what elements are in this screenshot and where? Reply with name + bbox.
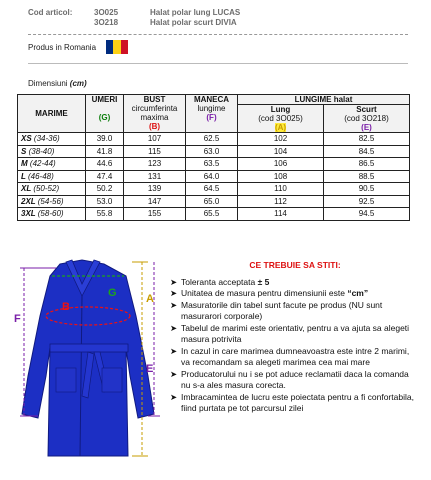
article-code: 3O025: [94, 8, 119, 17]
romania-flag-icon: [106, 40, 128, 54]
robe-diagram: [8, 256, 168, 476]
maneca-cell: 64.0: [186, 170, 238, 183]
col-umeri: UMERI (G): [86, 95, 124, 133]
size-row: [18, 208, 410, 221]
bust-cell: 123: [124, 158, 186, 171]
size-row: [18, 133, 410, 146]
origin-text: Produs in Romania: [28, 42, 97, 52]
origin-line: [28, 40, 128, 54]
maneca-cell: 62.5: [186, 133, 238, 146]
col-bust: BUST circumferinta maxima (B): [124, 95, 186, 133]
bust-cell: 131: [124, 170, 186, 183]
maneca-cell: 63.5: [186, 158, 238, 171]
bust-cell: 107: [124, 133, 186, 146]
maneca-cell: 64.5: [186, 183, 238, 196]
arrow-icon: ➤: [170, 368, 178, 379]
umeri-cell: 50.2: [86, 183, 124, 196]
bust-cell: 115: [124, 145, 186, 158]
maneca-cell: 63.0: [186, 145, 238, 158]
umeri-cell: 53.0: [86, 195, 124, 208]
arrow-icon: ➤: [170, 288, 178, 298]
section-divider: [28, 63, 408, 64]
size-cell: S (38-40): [18, 145, 86, 158]
note-item: ➤ Toleranta acceptata ± 5: [170, 276, 270, 287]
bust-cell: 139: [124, 183, 186, 196]
lung-cell: 106: [238, 158, 324, 171]
note-item: ➤ Masuratorile din tabel sunt facute pe produs (NU sunt masurarori corporale): [170, 299, 383, 321]
arrow-icon: ➤: [170, 322, 178, 333]
header-row: [28, 18, 408, 28]
umeri-cell: 39.0: [86, 133, 124, 146]
lung-cell: 102: [238, 133, 324, 146]
size-row: [18, 183, 410, 196]
size-cell: 3XL (58-60): [18, 208, 86, 221]
note-item: ➤ Producatorului nu i se pot aduce reclamatii daca la comanda nu s-a ales masura corecta.: [170, 368, 409, 390]
unit-value: “cm”: [347, 288, 369, 298]
scurt-cell: 92.5: [324, 195, 410, 208]
article-code-label: Cod articol:: [28, 8, 73, 17]
product-header: [28, 8, 408, 28]
umeri-cell: 55.8: [86, 208, 124, 221]
tolerance-value: ± 5: [257, 276, 270, 287]
size-row: [18, 195, 410, 208]
size-cell: XL (50-52): [18, 183, 86, 196]
size-row: [18, 158, 410, 171]
lung-cell: 104: [238, 145, 324, 158]
note-item: ➤ Tabelul de marimi este orientativ, pentru a va ajuta sa alegeti masura potrivita: [170, 322, 410, 344]
lung-cell: 112: [238, 195, 324, 208]
maneca-cell: 65.5: [186, 208, 238, 221]
notes-title: CE TREBUIE SA STITI:: [249, 260, 341, 270]
col-lungime: LUNGIME halat: [238, 95, 410, 105]
col-maneca: MANECA lungime (F): [186, 95, 238, 133]
arrow-icon: ➤: [170, 299, 178, 310]
dimensions-title: Dimensiuni (cm): [28, 79, 87, 88]
scurt-cell: 88.5: [324, 170, 410, 183]
lung-cell: 114: [238, 208, 324, 221]
maneca-cell: 65.0: [186, 195, 238, 208]
size-cell: 2XL (54-56): [18, 195, 86, 208]
robe-pocket: [102, 368, 122, 392]
robe-illustration: [8, 256, 168, 476]
article-description: Halat polar lung LUCAS: [150, 8, 241, 17]
robe-pocket: [56, 368, 76, 392]
note-item: ➤ Unitatea de masura pentru dimensiunii este “cm”: [170, 288, 369, 298]
header-row: [28, 8, 408, 18]
arrow-icon: ➤: [170, 391, 178, 402]
scurt-cell: 90.5: [324, 183, 410, 196]
label-g: G: [108, 287, 117, 299]
scurt-cell: 82.5: [324, 133, 410, 146]
label-e: E: [146, 363, 154, 375]
label-a: A: [146, 293, 154, 305]
lung-cell: 108: [238, 170, 324, 183]
col-lung: Lung (cod 3O025) (A): [238, 105, 324, 133]
label-f: F: [14, 313, 21, 325]
scurt-cell: 86.5: [324, 158, 410, 171]
lung-cell: 110: [238, 183, 324, 196]
scurt-cell: 94.5: [324, 208, 410, 221]
size-table: [17, 94, 410, 221]
col-marime: MARIME: [18, 95, 86, 133]
robe-belt: [50, 344, 128, 352]
dimensions-unit: (cm): [69, 79, 87, 88]
col-scurt: Scurt (cod 3O218) (E): [324, 105, 410, 133]
bust-cell: 155: [124, 208, 186, 221]
umeri-cell: 41.8: [86, 145, 124, 158]
note-item: ➤ Imbracamintea de lucru este poiectata pentru a fi confortabila, fiind purtata pe tot parcursul zilei: [170, 391, 414, 413]
size-row: [18, 170, 410, 183]
arrow-icon: ➤: [170, 345, 178, 356]
header-divider: [28, 34, 408, 35]
size-row: [18, 145, 410, 158]
note-item: ➤ In cazul in care marimea dumneavoastra este intre 2 marimi, va recomandam sa alegeti marimea cea mai mare: [170, 345, 410, 367]
label-b: B: [62, 301, 70, 313]
size-cell: M (42-44): [18, 158, 86, 171]
umeri-cell: 44.6: [86, 158, 124, 171]
bust-cell: 147: [124, 195, 186, 208]
article-description: Halat polar scurt DIVIA: [150, 18, 237, 27]
size-cell: XS (34-36): [18, 133, 86, 146]
scurt-cell: 84.5: [324, 145, 410, 158]
arrow-icon: ➤: [170, 276, 178, 287]
notes-section: [170, 260, 420, 415]
article-code: 3O218: [94, 18, 119, 27]
umeri-cell: 47.4: [86, 170, 124, 183]
size-cell: L (46-48): [18, 170, 86, 183]
